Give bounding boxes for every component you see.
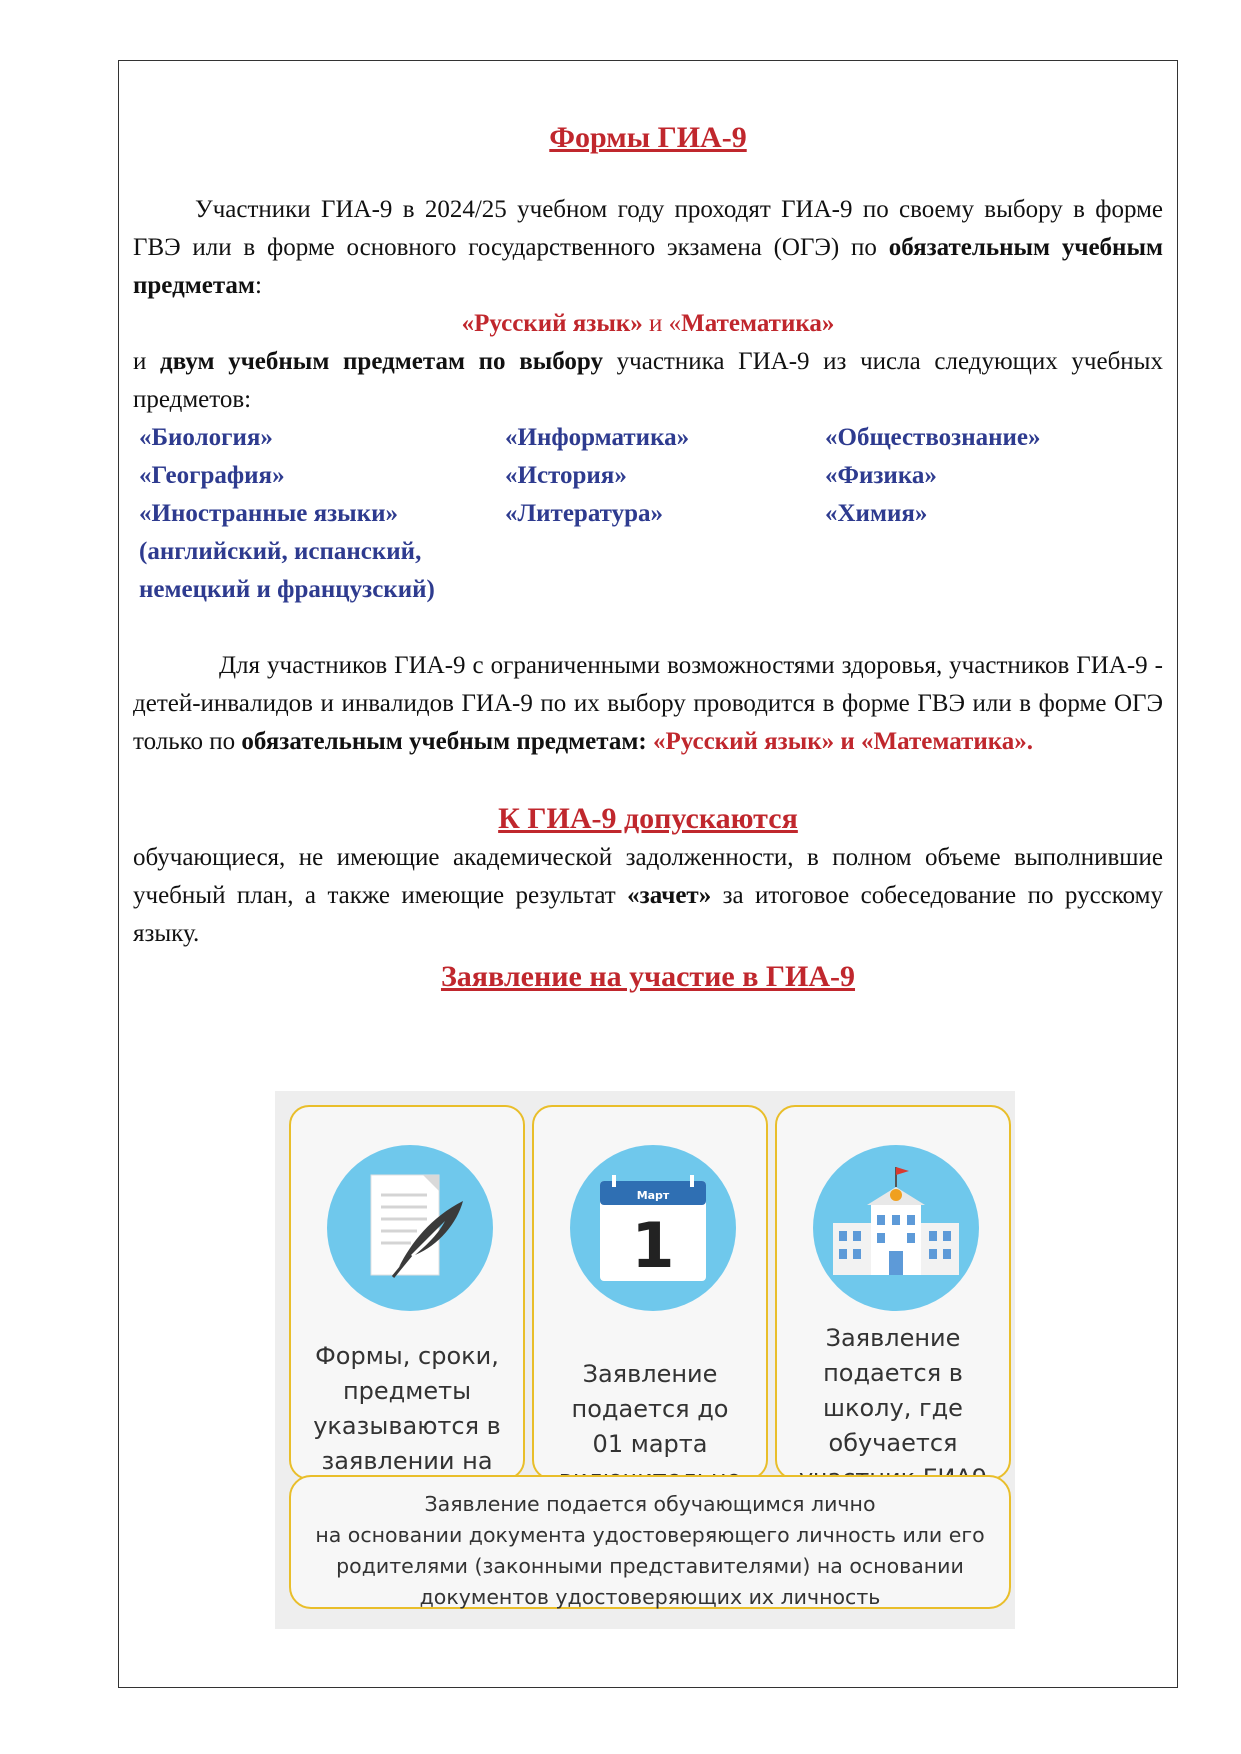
subject-item: «История» <box>505 462 627 489</box>
subject-item: «Химия» <box>825 500 928 527</box>
intro-paragraph <box>133 191 1163 305</box>
intro-colon: : <box>254 272 262 299</box>
card-line: Заявление <box>825 1324 961 1352</box>
intro-text: Участники ГИА-9 в 2024/25 учебном году проходят ГИА-9 по своему выбору в форме ГВЭ или в форме основного государственного экзамена (ОГЭ) по <box>133 196 1163 261</box>
info-card-school <box>775 1105 1011 1480</box>
mandatory-subjects <box>133 305 1163 343</box>
card-line: школу, где <box>823 1394 963 1422</box>
note-line: на основании документа удостоверяющего личность или его <box>315 1523 985 1547</box>
choice-paragraph <box>133 343 1163 419</box>
choice-text: участника ГИА-9 из числа следующих учебных предметов: <box>133 348 1163 413</box>
disability-text: Для участников ГИА-9 с ограниченными возможностями здоровья, участников ГИА-9 - детей-инвалидов и инвалидов ГИА-9 по их выбору проводится в форме ГВЭ или в форме ОГЭ только по <box>133 652 1163 755</box>
card-line: заявлении на <box>321 1447 493 1475</box>
card-line: Заявление <box>582 1360 718 1388</box>
school-building-icon <box>813 1145 979 1311</box>
card-line: указываются в <box>313 1412 501 1440</box>
calendar-icon <box>570 1145 736 1311</box>
subject-item: «Биология» <box>139 424 273 451</box>
mandatory-subject-math: Математика» <box>681 310 835 337</box>
subject-item-note: немецкий и французский) <box>139 576 435 603</box>
info-card-forms <box>289 1105 525 1480</box>
admission-heading: К ГИА-9 допускаются <box>498 802 798 835</box>
admission-text: обучающиеся, не имеющие академической задолженности, в полном объеме выполнившие учебный план, а также имеющие результат <box>133 844 1163 909</box>
elective-subjects <box>133 419 1163 609</box>
subject-item: «Физика» <box>825 462 937 489</box>
subject-item-note: (английский, испанский, <box>139 538 422 565</box>
application-infographic <box>275 1091 1015 1629</box>
card-line: Формы, сроки, <box>315 1342 499 1370</box>
disability-paragraph <box>133 647 1163 761</box>
document-body <box>133 118 1163 997</box>
subject-item: «Иностранные языки» <box>139 500 399 527</box>
info-card-deadline <box>532 1105 768 1480</box>
calendar-day: 1 <box>631 1209 675 1282</box>
admission-bold: «зачет» <box>627 882 712 909</box>
subject-item: «Литература» <box>505 500 664 527</box>
info-note-box <box>289 1475 1011 1609</box>
subject-item: «Обществознание» <box>825 424 1041 451</box>
note-line: родителями (законными представителями) на основании <box>336 1554 964 1578</box>
page-title: Формы ГИА-9 <box>549 121 747 154</box>
card-line: предметы <box>342 1377 472 1405</box>
mandatory-subject-russian: «Русский язык» <box>461 310 643 337</box>
card-line: 01 марта <box>592 1430 708 1458</box>
subject-item: «География» <box>139 462 285 489</box>
note-line: Заявление подается обучающимся лично <box>424 1492 876 1516</box>
mandatory-and: и « <box>642 310 682 337</box>
disability-subjects: «Русский язык» и «Математика». <box>652 728 1034 755</box>
choice-prefix: и <box>133 348 161 375</box>
calendar-month: Март <box>636 1189 670 1202</box>
subject-item: «Информатика» <box>505 424 690 451</box>
card-line: подается в <box>823 1359 963 1387</box>
application-heading: Заявление на участие в ГИА-9 <box>440 960 856 993</box>
note-line: документов удостоверяющих их личность <box>419 1585 881 1609</box>
card-line: обучается <box>828 1429 958 1457</box>
card-line: подается до <box>571 1395 729 1423</box>
document-quill-icon <box>327 1145 493 1311</box>
intro-bold: обязательным учебным предметам <box>133 234 1163 299</box>
admission-paragraph <box>133 839 1163 953</box>
disability-bold: обязательным учебным предметам: <box>241 728 653 755</box>
choice-bold: двум учебным предметам по выбору <box>160 348 603 375</box>
admission-text-end: за итоговое собеседование по русскому языку. <box>133 882 1164 947</box>
